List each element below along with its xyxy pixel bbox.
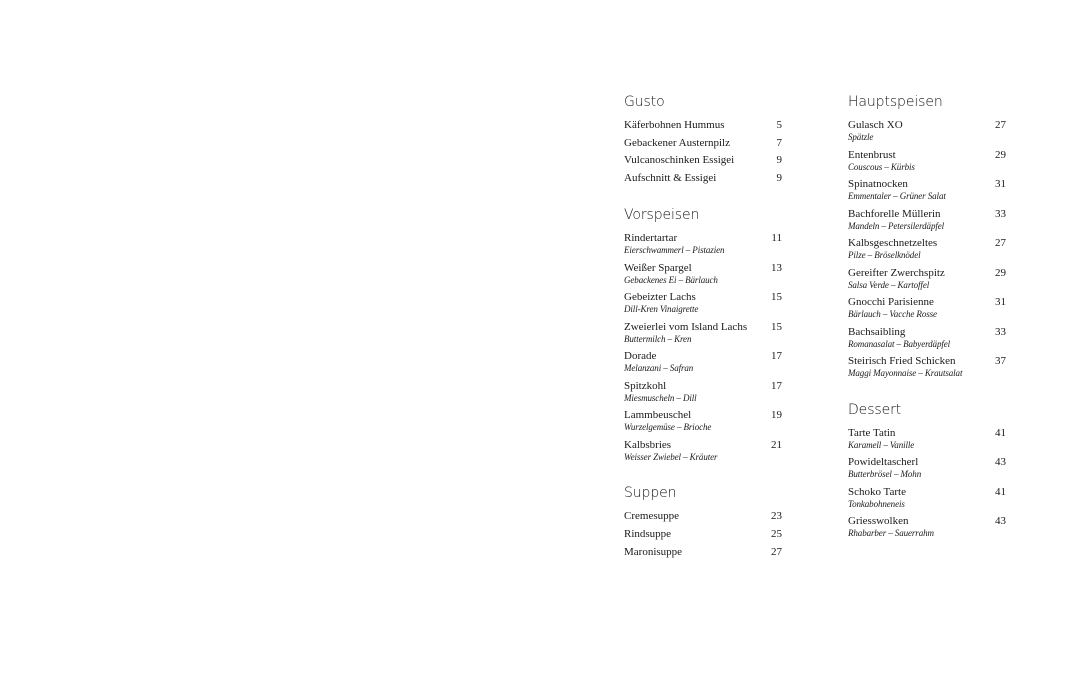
item-price: 43 <box>995 456 1006 468</box>
item-name: Maronisuppe <box>624 545 683 558</box>
menu-item <box>624 350 782 380</box>
item-price: 15 <box>771 320 782 333</box>
menu-item <box>848 237 1006 267</box>
item-description: Miesmuscheln – Dill <box>624 392 697 403</box>
item-price: 5 <box>776 119 782 131</box>
item-price: 11 <box>771 232 782 245</box>
item-price: 41 <box>995 426 1006 439</box>
item-name: Kalbsbries <box>624 438 672 451</box>
menu-column-left <box>624 93 782 563</box>
item-name: Bachforelle Müllerin <box>848 207 941 220</box>
menu-item <box>848 427 1006 457</box>
item-name: Vulcanoschinken Essigei <box>624 154 735 167</box>
item-name: Kalbsgeschnetzeltes <box>848 237 938 249</box>
item-description: Spätzle <box>848 132 874 142</box>
item-name: Entenbrust <box>848 148 896 161</box>
item-description: Couscous – Kürbis <box>848 161 915 172</box>
menu-item <box>848 515 1006 545</box>
item-price: 15 <box>771 291 782 304</box>
menu-item <box>624 137 782 155</box>
item-name: Rindertartar <box>624 232 678 245</box>
menu-item <box>848 456 1006 486</box>
item-description: Pilze – Bröselknödel <box>848 250 921 260</box>
menu-item <box>848 149 1006 179</box>
item-description: Tonkabohneneis <box>848 498 905 509</box>
item-description: Wurzelgemüse – Brioche <box>624 422 712 433</box>
section-title: Dessert <box>848 401 902 418</box>
item-name: Lammbeuschel <box>624 409 692 422</box>
item-description: Salsa Verde – Kartoffel <box>848 279 930 290</box>
item-price: 19 <box>771 409 782 422</box>
item-price: 33 <box>995 325 1006 338</box>
item-name: Aufschnitt & Essigei <box>624 171 717 184</box>
menu-item <box>624 546 782 564</box>
menu-item <box>848 119 1006 149</box>
item-name: Schoko Tarte <box>848 485 906 498</box>
item-name: Tarte Tatin <box>848 426 896 439</box>
item-description: Emmentaler – Grüner Salat <box>848 191 946 201</box>
item-name: Griesswolken <box>848 515 909 527</box>
item-name: Weißer Spargel <box>624 261 692 274</box>
item-price: 29 <box>995 148 1006 161</box>
item-price: 31 <box>995 178 1006 190</box>
item-name: Gereifter Zwerchspitz <box>848 266 945 279</box>
section-title: Gusto <box>624 94 665 110</box>
menu-item <box>624 291 782 321</box>
item-price: 23 <box>771 510 782 523</box>
item-description: Mandeln – Petersilerdäpfel <box>848 220 945 231</box>
menu-item <box>848 267 1006 297</box>
item-description: Maggi Mayonnaise – Krautsalat <box>848 368 963 378</box>
item-name: Powideltascherl <box>848 456 919 468</box>
menu-item <box>624 232 782 262</box>
item-name: Gulasch XO <box>848 119 903 131</box>
menu-item <box>848 326 1006 356</box>
menu-item <box>624 321 782 351</box>
item-name: Cremesuppe <box>624 510 679 523</box>
section-title: Hauptspeisen <box>848 94 943 110</box>
item-price: 41 <box>995 485 1006 498</box>
item-description: Buttermilch – Kren <box>624 333 692 344</box>
item-price: 17 <box>771 350 782 363</box>
item-name: Dorade <box>624 350 657 363</box>
menu-item <box>848 355 1006 385</box>
item-price: 27 <box>995 119 1006 131</box>
item-price: 13 <box>771 261 782 274</box>
menu-column-right <box>848 93 1006 545</box>
item-description: Rhabarber – Sauerrahm <box>848 528 934 538</box>
menu-item <box>624 439 782 469</box>
item-description: Romanasalat – Babyerdäpfel <box>848 338 951 349</box>
section-title: Vorspeisen <box>624 207 700 224</box>
item-description: Weisser Zwiebel – Kräuter <box>624 451 718 462</box>
menu-item <box>848 178 1006 208</box>
item-description: Karamell – Vanille <box>848 439 915 450</box>
item-name: Spinatnocken <box>848 178 908 190</box>
menu-item <box>624 119 782 137</box>
item-name: Bachsaibling <box>848 325 906 338</box>
item-description: Bärlauch – Vacche Rosse <box>848 309 937 319</box>
item-price: 25 <box>771 527 782 540</box>
menu-item <box>624 528 782 546</box>
item-price: 21 <box>771 438 782 451</box>
item-name: Gebeizter Lachs <box>624 291 696 304</box>
item-price: 9 <box>776 171 782 184</box>
item-description: Melanzani – Safran <box>624 363 694 374</box>
item-name: Gebackener Austernpilz <box>624 136 730 149</box>
item-name: Zweierlei vom Island Lachs <box>624 320 748 333</box>
item-name: Rindsuppe <box>624 527 672 540</box>
section-dessert <box>848 401 1006 545</box>
menu-item <box>624 409 782 439</box>
section-suppen <box>624 484 782 563</box>
item-name: Käferbohnen Hummus <box>624 119 725 131</box>
menu-item <box>848 296 1006 326</box>
section-gusto <box>624 93 782 189</box>
menu-item <box>848 486 1006 516</box>
menu-item <box>624 172 782 190</box>
item-price: 27 <box>995 237 1006 249</box>
section-vorspeisen <box>624 206 782 468</box>
item-price: 37 <box>995 355 1006 367</box>
section-title: Suppen <box>624 485 677 502</box>
item-price: 43 <box>995 515 1006 527</box>
menu-item <box>624 380 782 410</box>
item-name: Steirisch Fried Schicken <box>848 355 956 367</box>
menu-item <box>624 510 782 528</box>
item-price: 17 <box>771 379 782 392</box>
item-name: Spitzkohl <box>624 379 667 392</box>
item-description: Gebackenes Ei – Bärlauch <box>624 274 718 285</box>
item-price: 27 <box>771 545 782 558</box>
item-price: 9 <box>776 154 782 167</box>
item-description: Eierschwammerl – Pistazien <box>624 245 725 256</box>
item-description: Butterbrösel – Mohn <box>848 469 922 479</box>
menu-item <box>848 208 1006 238</box>
item-price: 7 <box>776 136 782 149</box>
section-hauptspeisen <box>848 93 1006 385</box>
item-price: 31 <box>995 296 1006 308</box>
menu-item <box>624 154 782 172</box>
item-description: Dill-Kren Vinaigrette <box>624 304 699 315</box>
item-price: 29 <box>995 266 1006 279</box>
menu-item <box>624 262 782 292</box>
item-price: 33 <box>995 207 1006 220</box>
item-name: Gnocchi Parisienne <box>848 296 934 308</box>
